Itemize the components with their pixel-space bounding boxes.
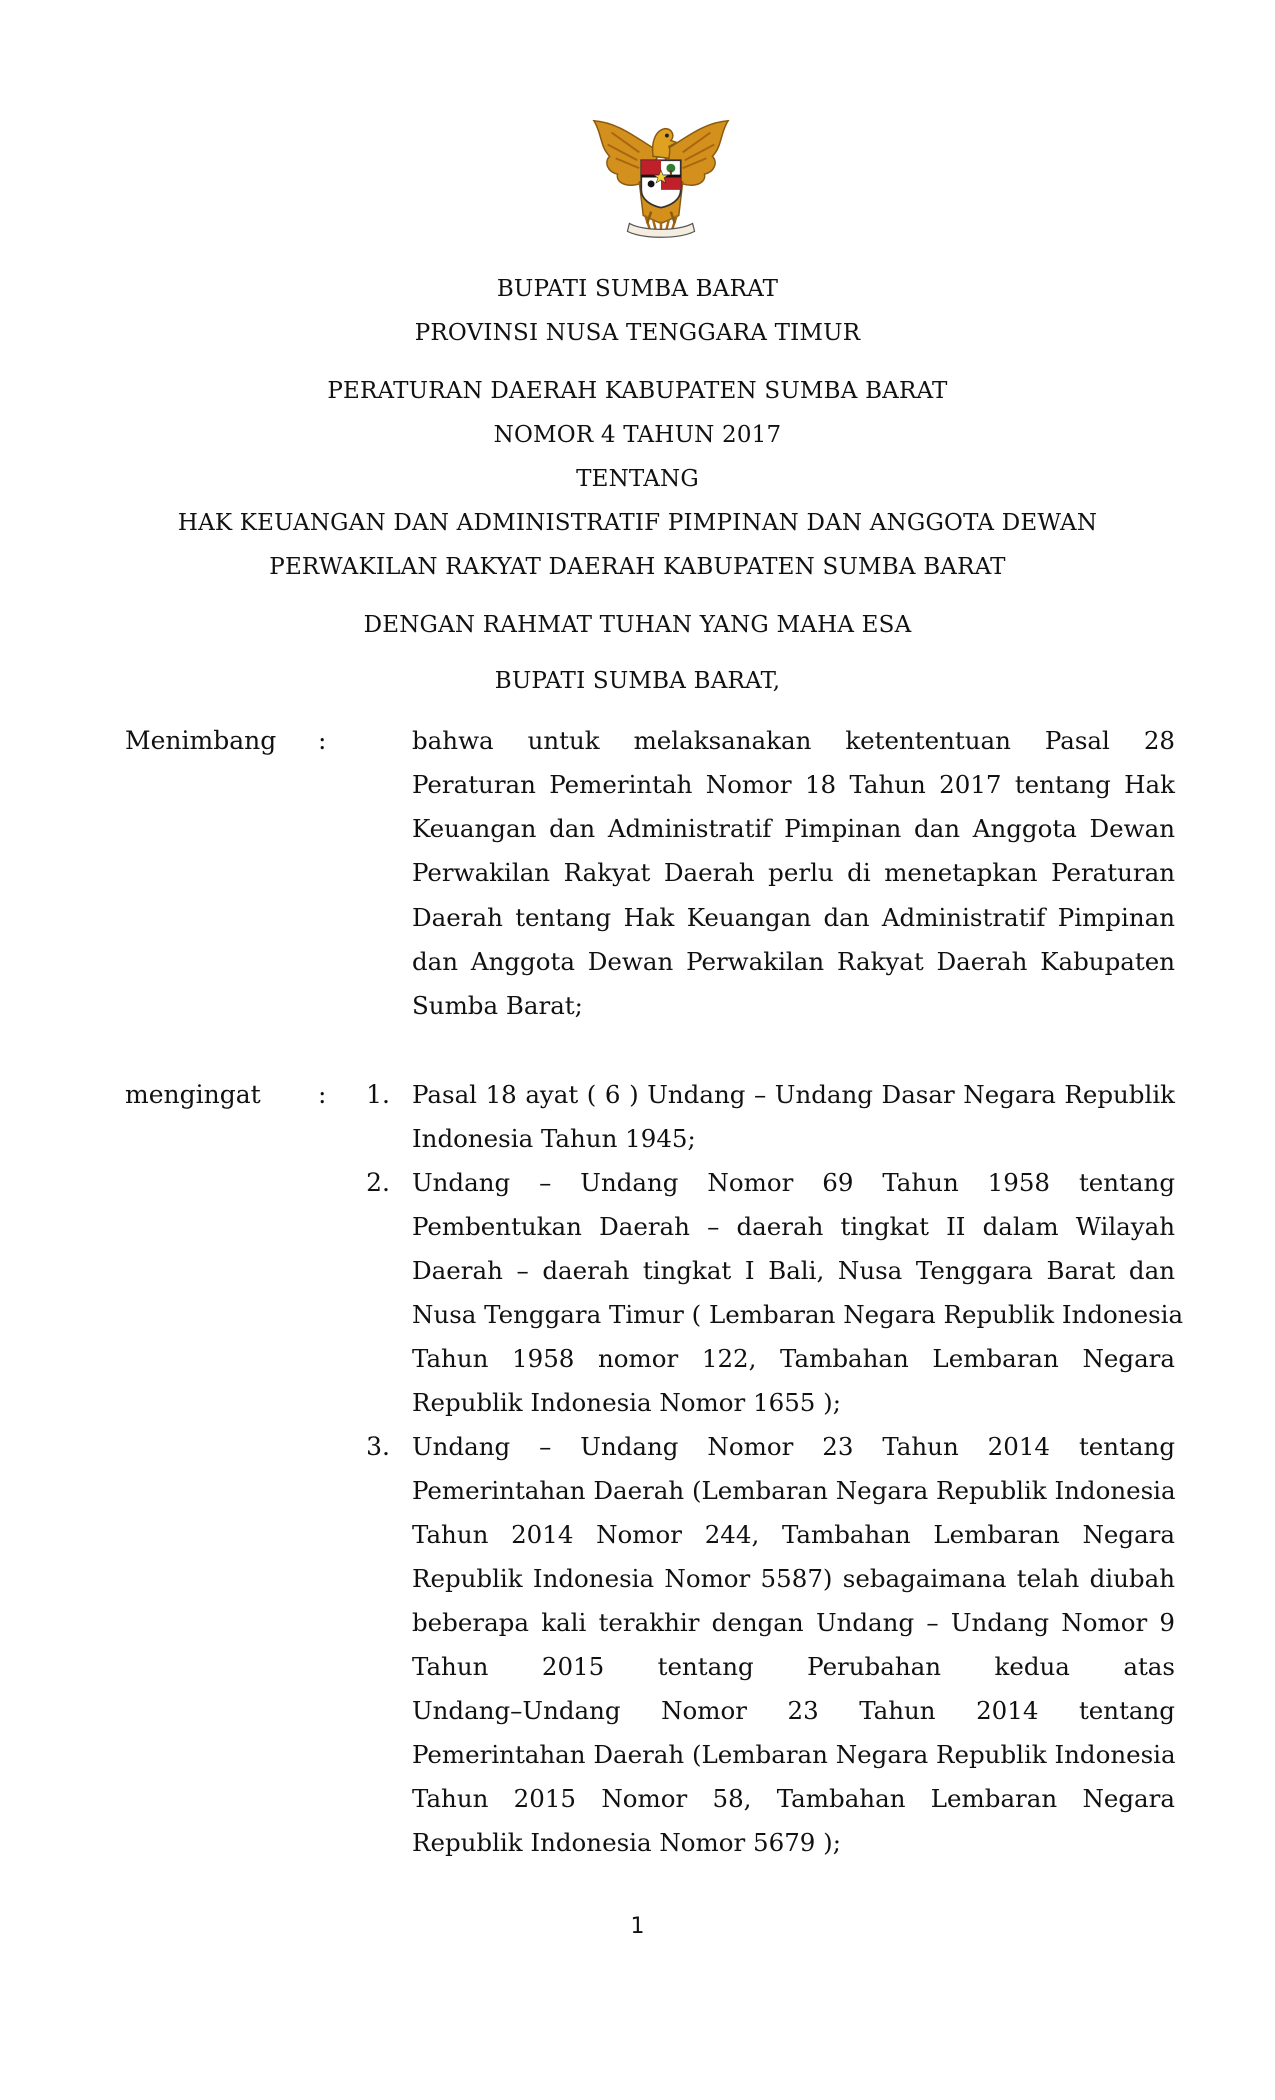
list-item-line: Pasal 18 ayat ( 6 ) Undang – Undang Dasar Negara Republik (412, 1080, 1175, 1109)
menimbang-line: Perwakilan Rakyat Daerah perlu di menetapkan Peraturan (412, 858, 1175, 887)
list-item-number: 3. (366, 1432, 390, 1461)
list-item-line: Tahun 2014 Nomor 244, Tambahan Lembaran Negara (412, 1520, 1175, 1549)
mengingat-colon: : (318, 1080, 327, 1109)
list-item-line: Undang–Undang Nomor 23 Tahun 2014 tentang (412, 1696, 1175, 1725)
list-item-line: Pembentukan Daerah – daerah tingkat II dalam Wilayah (412, 1212, 1175, 1241)
menimbang-line: dan Anggota Dewan Perwakilan Rakyat Daerah Kabupaten (412, 947, 1175, 976)
list-item-line: Undang – Undang Nomor 69 Tahun 1958 tentang (412, 1168, 1175, 1197)
list-item-number: 2. (366, 1168, 390, 1197)
list-item-line: Republik Indonesia Nomor 5679 ); (412, 1828, 841, 1857)
issuer-heading: BUPATI SUMBA BARAT (496, 276, 779, 302)
regulation-title-line-1: HAK KEUANGAN DAN ADMINISTRATIF PIMPINAN DAN ANGGOTA DEWAN (177, 510, 1098, 536)
list-item-line: Pemerintahan Daerah (Lembaran Negara Republik Indonesia (412, 1740, 1176, 1769)
menimbang-line: Sumba Barat; (412, 991, 583, 1020)
list-item-line: Pemerintahan Daerah (Lembaran Negara Republik Indonesia (412, 1476, 1176, 1505)
list-item-line: Republik Indonesia Nomor 1655 ); (412, 1388, 841, 1417)
blessing-heading: DENGAN RAHMAT TUHAN YANG MAHA ESA (363, 612, 912, 638)
menimbang-line: bahwa untuk melaksanakan ketententuan Pasal 28 (412, 726, 1175, 755)
province-heading: PROVINSI NUSA TENGGARA TIMUR (414, 320, 861, 346)
document-type-heading: PERATURAN DAERAH KABUPATEN SUMBA BARAT (327, 378, 948, 404)
garuda-emblem-icon (582, 112, 740, 247)
regent-heading: BUPATI SUMBA BARAT, (494, 668, 781, 694)
menimbang-line: Keuangan dan Administratif Pimpinan dan Anggota Dewan (412, 814, 1175, 843)
list-item-line: Republik Indonesia Nomor 5587) sebagaimana telah diubah (412, 1564, 1175, 1593)
mengingat-label: mengingat (125, 1080, 261, 1109)
menimbang-line: Daerah tentang Hak Keuangan dan Administratif Pimpinan (412, 903, 1175, 932)
list-item-line: Tahun 1958 nomor 122, Tambahan Lembaran Negara (412, 1344, 1175, 1373)
list-item-line: Nusa Tenggara Timur ( Lembaran Negara Republik Indonesia (412, 1300, 1184, 1329)
menimbang-colon: : (318, 726, 327, 755)
tentang-heading: TENTANG (576, 466, 699, 492)
list-item-line: Undang – Undang Nomor 23 Tahun 2014 tentang (412, 1432, 1175, 1461)
regulation-number: NOMOR 4 TAHUN 2017 (493, 422, 782, 448)
list-item-line: Indonesia Tahun 1945; (412, 1124, 696, 1153)
list-item-line: Daerah – daerah tingkat I Bali, Nusa Tenggara Barat dan (412, 1256, 1175, 1285)
regulation-title-line-2: PERWAKILAN RAKYAT DAERAH KABUPATEN SUMBA BARAT (269, 554, 1006, 580)
list-item-line: beberapa kali terakhir dengan Undang – Undang Nomor 9 (412, 1608, 1175, 1637)
list-item-line: Tahun 2015 Nomor 58, Tambahan Lembaran Negara (412, 1784, 1175, 1813)
page-number: 1 (630, 1914, 645, 1939)
menimbang-label: Menimbang (125, 726, 277, 755)
list-item-number: 1. (366, 1080, 390, 1109)
list-item-line: Tahun 2015 tentang Perubahan kedua atas (412, 1652, 1175, 1681)
menimbang-line: Peraturan Pemerintah Nomor 18 Tahun 2017 tentang Hak (412, 770, 1175, 799)
